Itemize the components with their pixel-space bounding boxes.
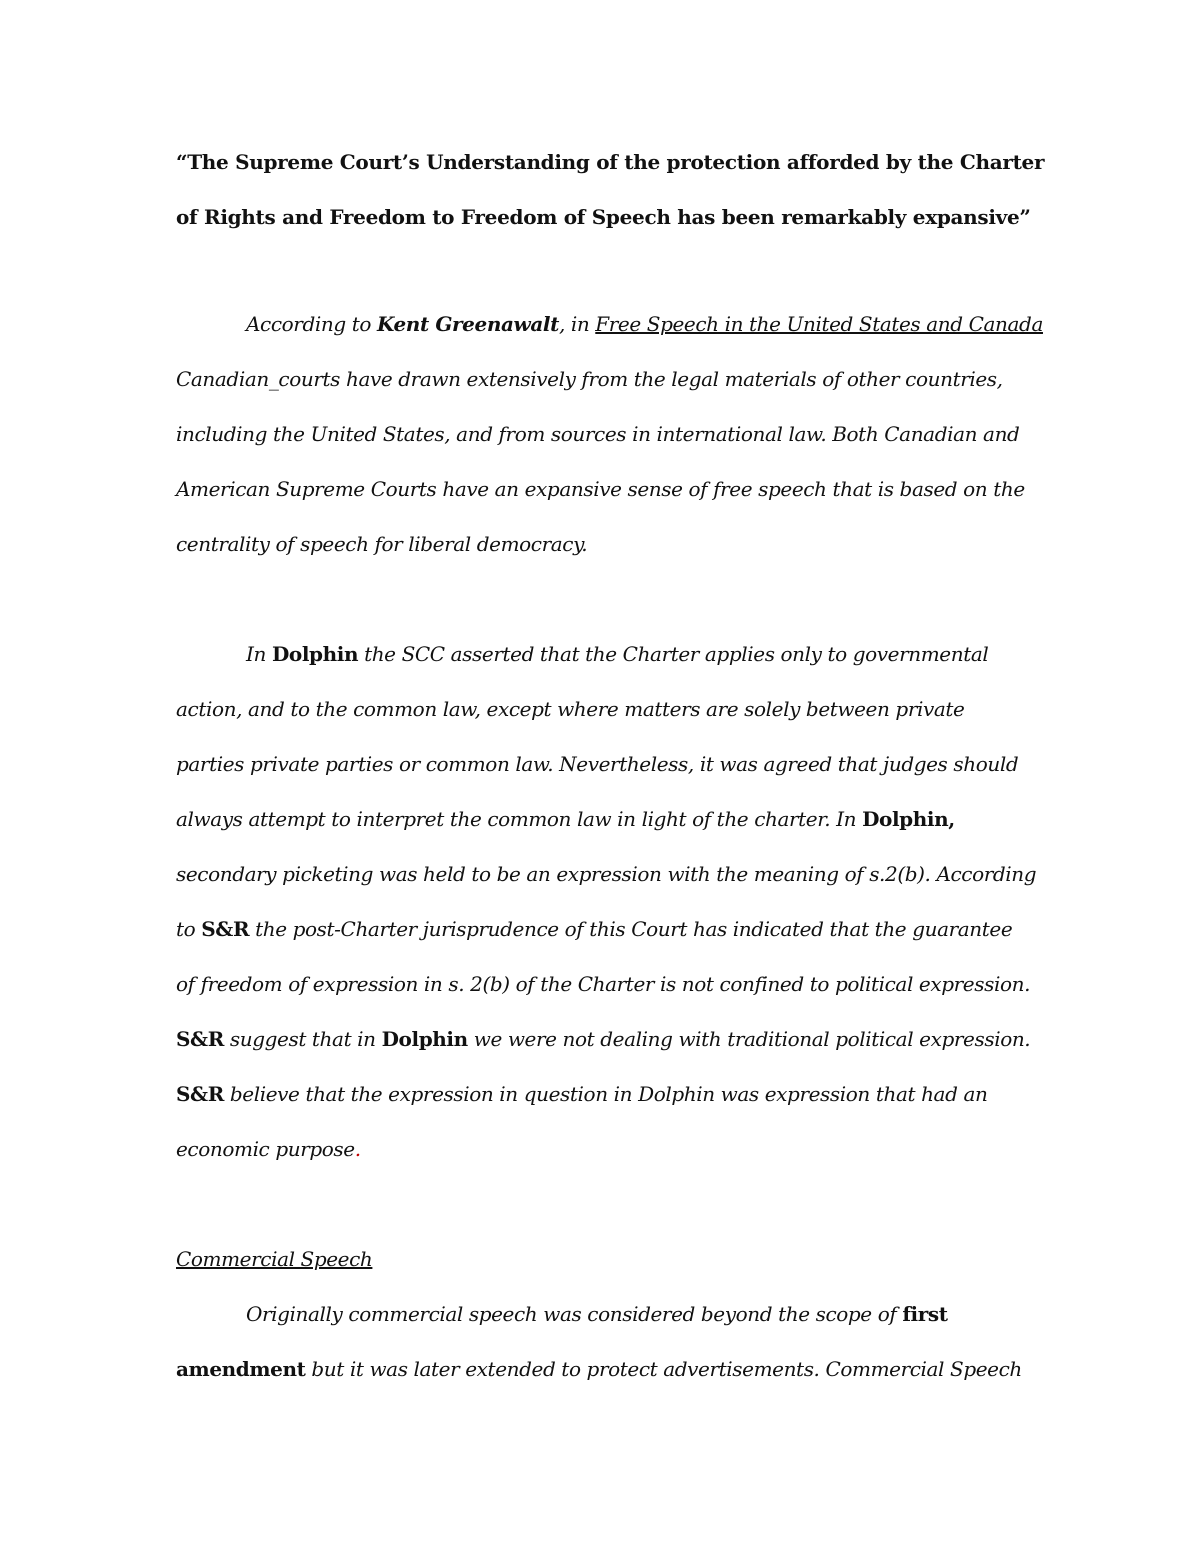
- paragraph-line: [176, 627, 1036, 682]
- text-run: we were not dealing with traditional political expression.: [467, 1027, 1031, 1051]
- case-name: Dolphin: [381, 1027, 468, 1051]
- paragraph-line: secondary picketing was held to be an expression with the meaning of s.2(b). According: [176, 862, 1037, 886]
- paragraph-line: [176, 1122, 1036, 1177]
- author-abbrev: S&R: [201, 917, 250, 941]
- paragraph-line: including the United States, and from sources in international law. Both Canadian and: [176, 422, 1020, 446]
- text-run: economic purpose: [176, 1137, 355, 1161]
- case-name: Dolphin,: [862, 807, 955, 831]
- paragraph-line: [176, 1342, 1036, 1397]
- text-run: In: [246, 642, 272, 666]
- paragraph-line: Canadian_courts have drawn extensively from the legal materials of other countries,: [176, 367, 1003, 391]
- paragraph-line: of freedom of expression in s. 2(b) of the Charter is not confined to political expression.: [176, 972, 1031, 996]
- author-abbrev: S&R: [176, 1027, 224, 1051]
- author-abbrev: S&R: [176, 1082, 224, 1106]
- bold-term: amendment: [176, 1357, 306, 1381]
- author-name: Kent Greenawalt: [376, 312, 559, 336]
- paragraph-line: [176, 1287, 1036, 1342]
- text-run: to: [176, 917, 202, 941]
- paragraph-greenawalt: [176, 297, 1043, 572]
- paragraph-line: [176, 1012, 1036, 1067]
- paragraph-commercial-speech: [176, 1287, 1036, 1397]
- paragraph-line: parties private parties or common law. Nevertheless, it was agreed that judges should: [176, 752, 1019, 776]
- paragraph-line: action, and to the common law, except where matters are solely between private: [176, 697, 965, 721]
- title-line-2: of Rights and Freedom to Freedom of Speech has been remarkably expansive”: [176, 205, 1031, 229]
- book-title: Free Speech in the United States and Canada: [595, 312, 1043, 336]
- paragraph-line: [176, 1067, 1036, 1122]
- case-name: Dolphin: [271, 642, 359, 666]
- text-run: According to: [246, 312, 377, 336]
- text-run: Originally commercial speech was considered beyond the scope of: [246, 1302, 903, 1326]
- text-run: suggest that in: [223, 1027, 382, 1051]
- paragraph-line: [176, 297, 1043, 352]
- red-period: .: [354, 1137, 361, 1161]
- paragraph-line: [176, 792, 1036, 847]
- paragraph-line: American Supreme Courts have an expansive sense of free speech that is based on the: [176, 477, 1025, 501]
- paragraph-line: centrality of speech for liberal democracy.: [176, 532, 588, 556]
- bold-term: first: [902, 1302, 948, 1326]
- paragraph-dolphin: [176, 627, 1036, 1177]
- title-line-1: “The Supreme Court’s Understanding of the protection afforded by the Charter: [176, 150, 1045, 174]
- text-run: but it was later extended to protect advertisements. Commercial Speech: [305, 1357, 1022, 1381]
- text-run: believe that the expression in question in Dolphin was expression that had an: [223, 1082, 988, 1106]
- text-run: the post-Charter jurisprudence of this Court has indicated that the guarantee: [249, 917, 1013, 941]
- paragraph-line: [176, 902, 1036, 957]
- text-run: always attempt to interpret the common law in light of the charter. In: [176, 807, 863, 831]
- text-run: , in: [558, 312, 596, 336]
- section-heading: Commercial Speech: [176, 1247, 373, 1271]
- text-run: the SCC asserted that the Charter applies only to governmental: [358, 642, 989, 666]
- document-title: [176, 135, 1045, 245]
